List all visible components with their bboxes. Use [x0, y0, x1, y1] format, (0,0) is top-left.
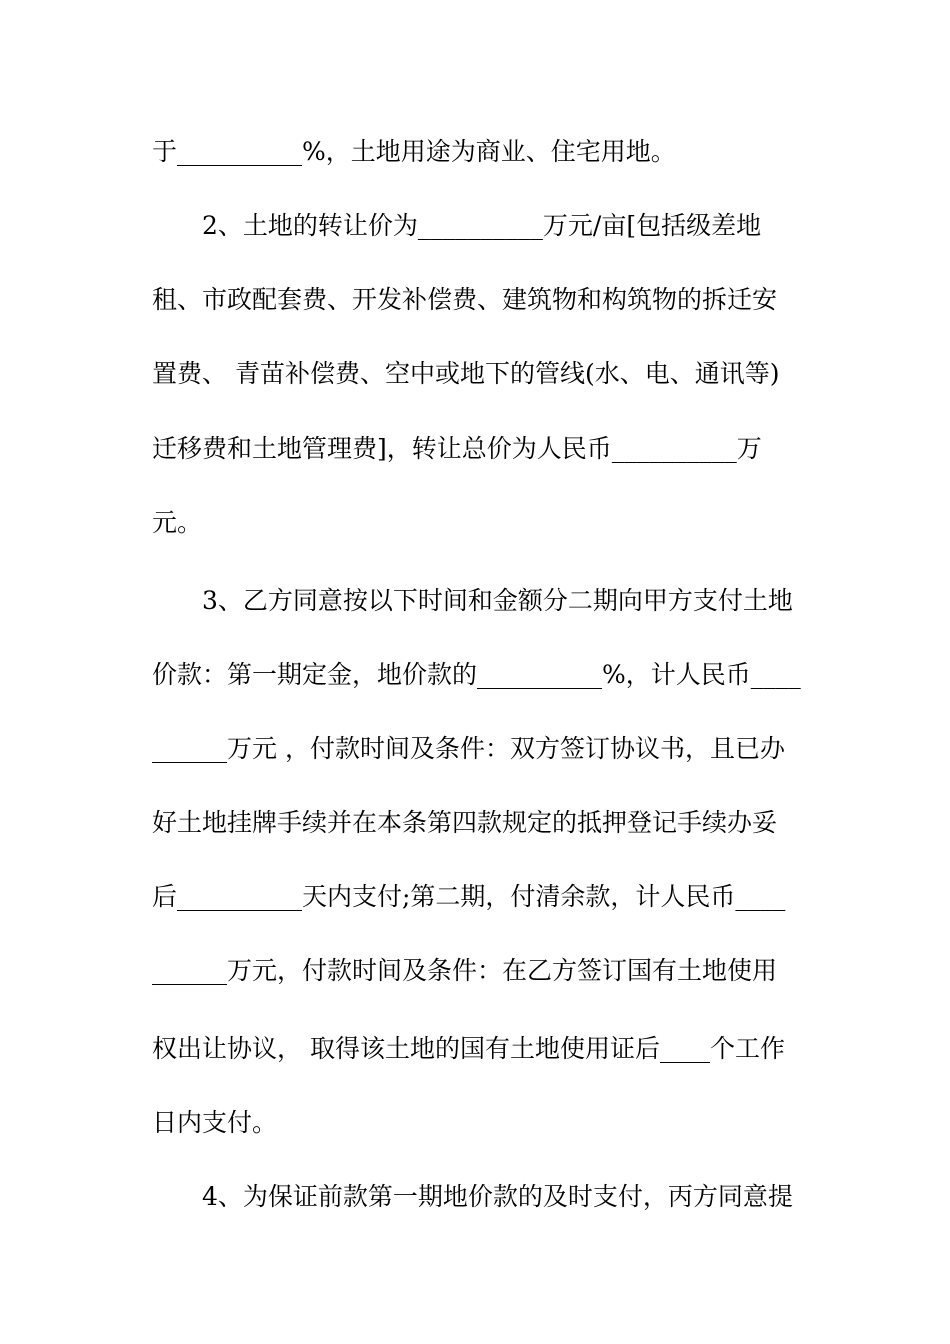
paragraph-2-line: 2、土地的转让价为__________万元/亩[包括级差地: [202, 211, 762, 240]
text-line: 好土地挂牌手续并在本条第四款规定的抵押登记手续办妥: [152, 808, 778, 837]
text-line: ______万元，付款时间及条件：在乙方签订国有土地使用: [152, 956, 778, 985]
text-line: 元。: [152, 508, 203, 537]
text-line: 迁移费和土地管理费]，转让总价为人民币__________万: [152, 434, 762, 463]
text-line: 置费、 青苗补偿费、空中或地下的管线(水、电、通讯等): [152, 359, 780, 388]
paragraph-3-line: 3、乙方同意按以下时间和金额分二期向甲方支付土地: [202, 586, 793, 615]
text-line: 于__________%，土地用途为商业、住宅用地。: [152, 137, 676, 166]
text-line: 租、市政配套费、开发补偿费、建筑物和构筑物的拆迁安: [152, 285, 778, 314]
text-line: 权出让协议， 取得该土地的国有土地使用证后____个工作: [152, 1034, 785, 1063]
text-line: 后__________天内支付;第二期，付清余款，计人民币____: [152, 882, 786, 911]
text-line: 价款：第一期定金，地价款的__________%，计人民币____: [152, 660, 801, 689]
text-line: 日内支付。: [152, 1108, 278, 1137]
paragraph-4-line: 4、为保证前款第一期地价款的及时支付，丙方同意提: [202, 1182, 793, 1211]
text-line: ______万元 ，付款时间及条件：双方签订协议书，且已办: [152, 734, 785, 763]
